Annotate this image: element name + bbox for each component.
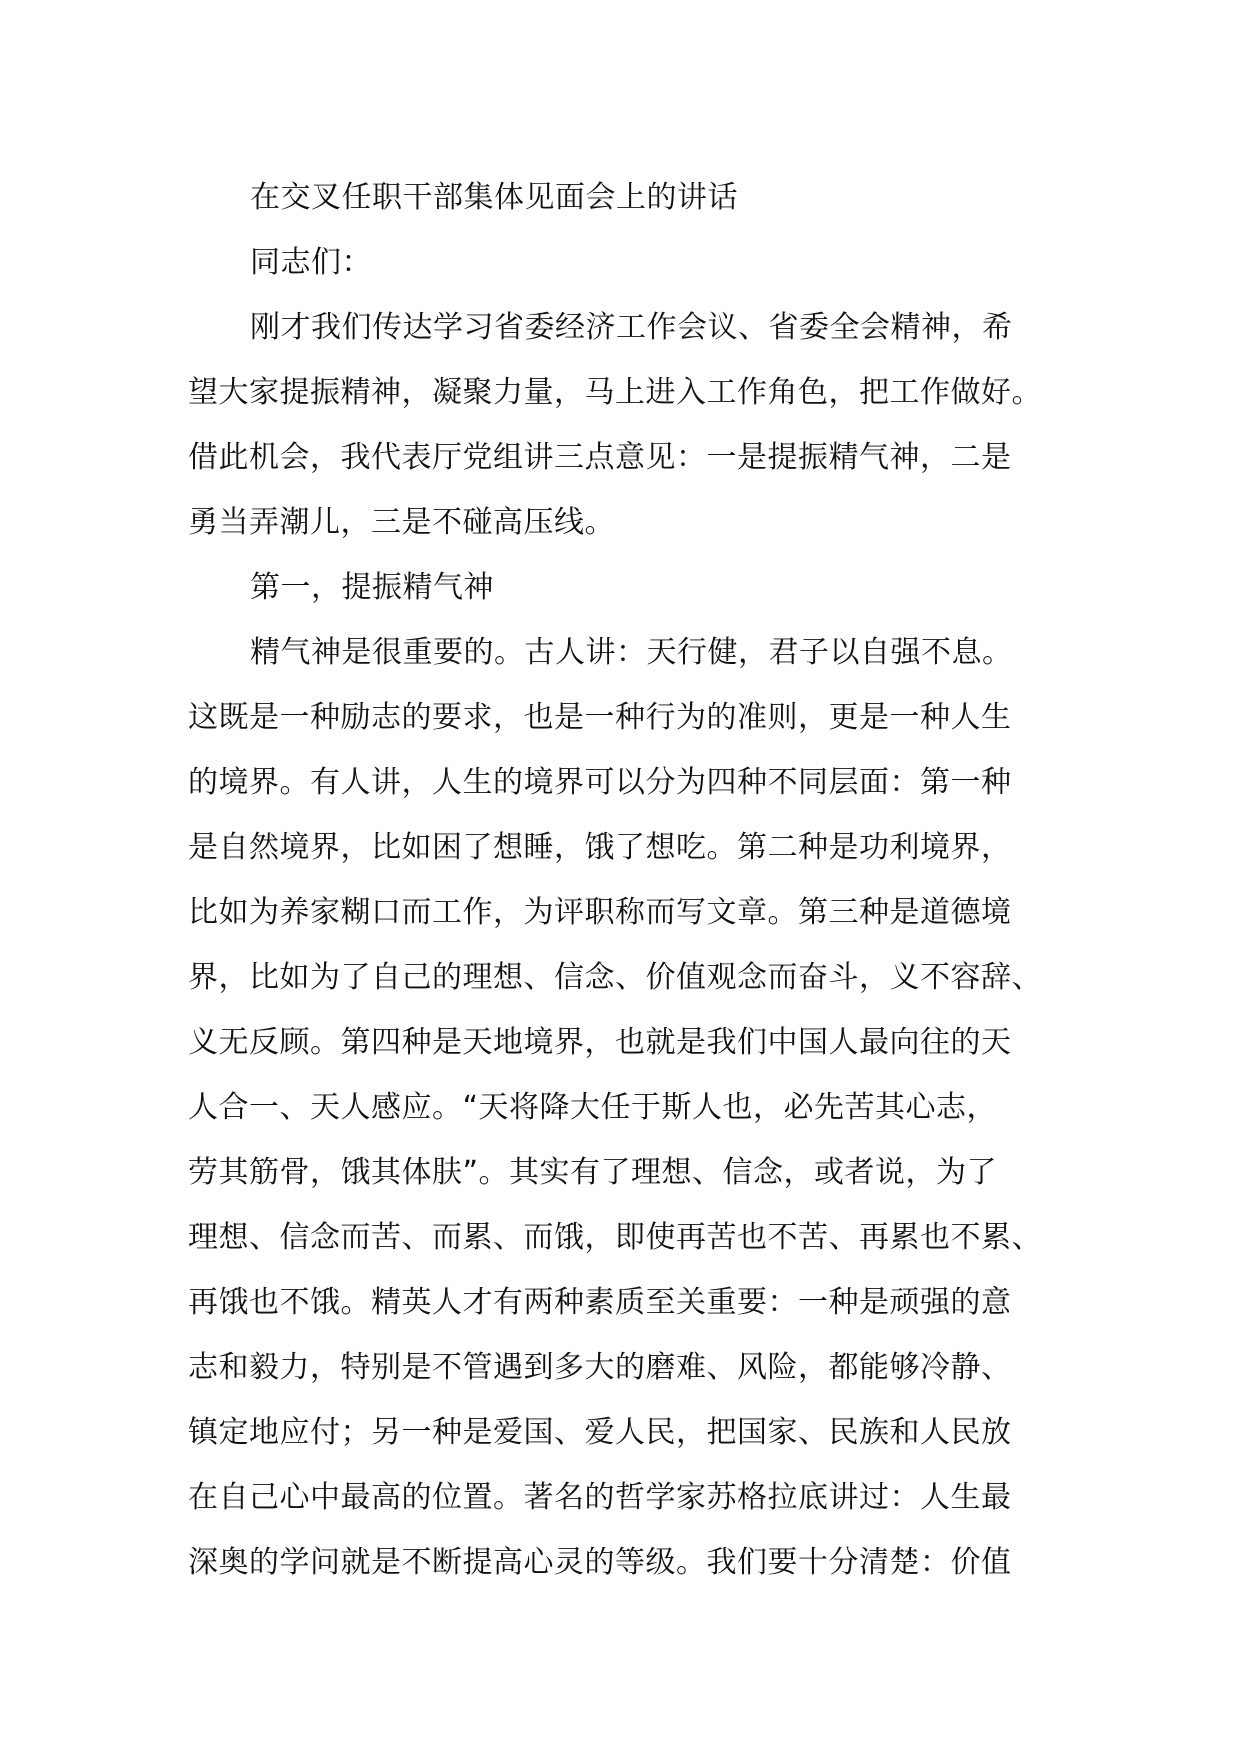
paragraph-line: 在自己心中最高的位置。著名的哲学家苏格拉底讲过：人生最 [188, 1480, 1012, 1515]
paragraph-line: 人合一、天人感应。“天将降大任于斯人也，必先苦其心志， [188, 1090, 998, 1125]
document-title: 在交叉任职干部集体见面会上的讲话 [250, 180, 738, 215]
paragraph-line: 借此机会，我代表厅党组讲三点意见：一是提振精气神，二是 [188, 440, 1012, 475]
salutation: 同志们： [250, 245, 372, 280]
paragraph-line: 刚才我们传达学习省委经济工作会议、省委全会精神，希 [250, 310, 1013, 345]
paragraph-line: 理想、信念而苦、而累、而饿，即使再苦也不苦、再累也不累、 [188, 1220, 1042, 1255]
paragraph-line: 再饿也不饿。精英人才有两种素质至关重要：一种是顽强的意 [188, 1285, 1012, 1320]
paragraph-line: 深奥的学问就是不断提高心灵的等级。我们要十分清楚：价值 [188, 1545, 1012, 1580]
paragraph-line: 比如为养家糊口而工作，为评职称而写文章。第三种是道德境 [188, 895, 1012, 930]
paragraph-line: 镇定地应付；另一种是爱国、爱人民，把国家、民族和人民放 [188, 1415, 1012, 1450]
paragraph-line: 的境界。有人讲，人生的境界可以分为四种不同层面：第一种 [188, 765, 1012, 800]
paragraph-line: 义无反顾。第四种是天地境界，也就是我们中国人最向往的天 [188, 1025, 1012, 1060]
paragraph-line: 志和毅力，特别是不管遇到多大的磨难、风险，都能够冷静、 [188, 1350, 1012, 1385]
paragraph-line: 望大家提振精神，凝聚力量，马上进入工作角色，把工作做好。 [188, 375, 1042, 410]
paragraph-line: 精气神是很重要的。古人讲：天行健，君子以自强不息。 [250, 635, 1013, 670]
paragraph-line: 这既是一种励志的要求，也是一种行为的准则，更是一种人生 [188, 700, 1012, 735]
paragraph-line: 勇当弄潮儿，三是不碰高压线。 [188, 505, 615, 540]
paragraph-line: 劳其筋骨，饿其体肤”。其实有了理想、信念，或者说，为了 [188, 1155, 998, 1190]
paragraph-line: 是自然境界，比如困了想睡，饿了想吃。第二种是功利境界， [188, 830, 1012, 865]
paragraph-line: 界，比如为了自己的理想、信念、价值观念而奋斗，义不容辞、 [188, 960, 1042, 995]
section-heading: 第一，提振精气神 [250, 570, 494, 605]
document-body [188, 165, 1088, 1595]
